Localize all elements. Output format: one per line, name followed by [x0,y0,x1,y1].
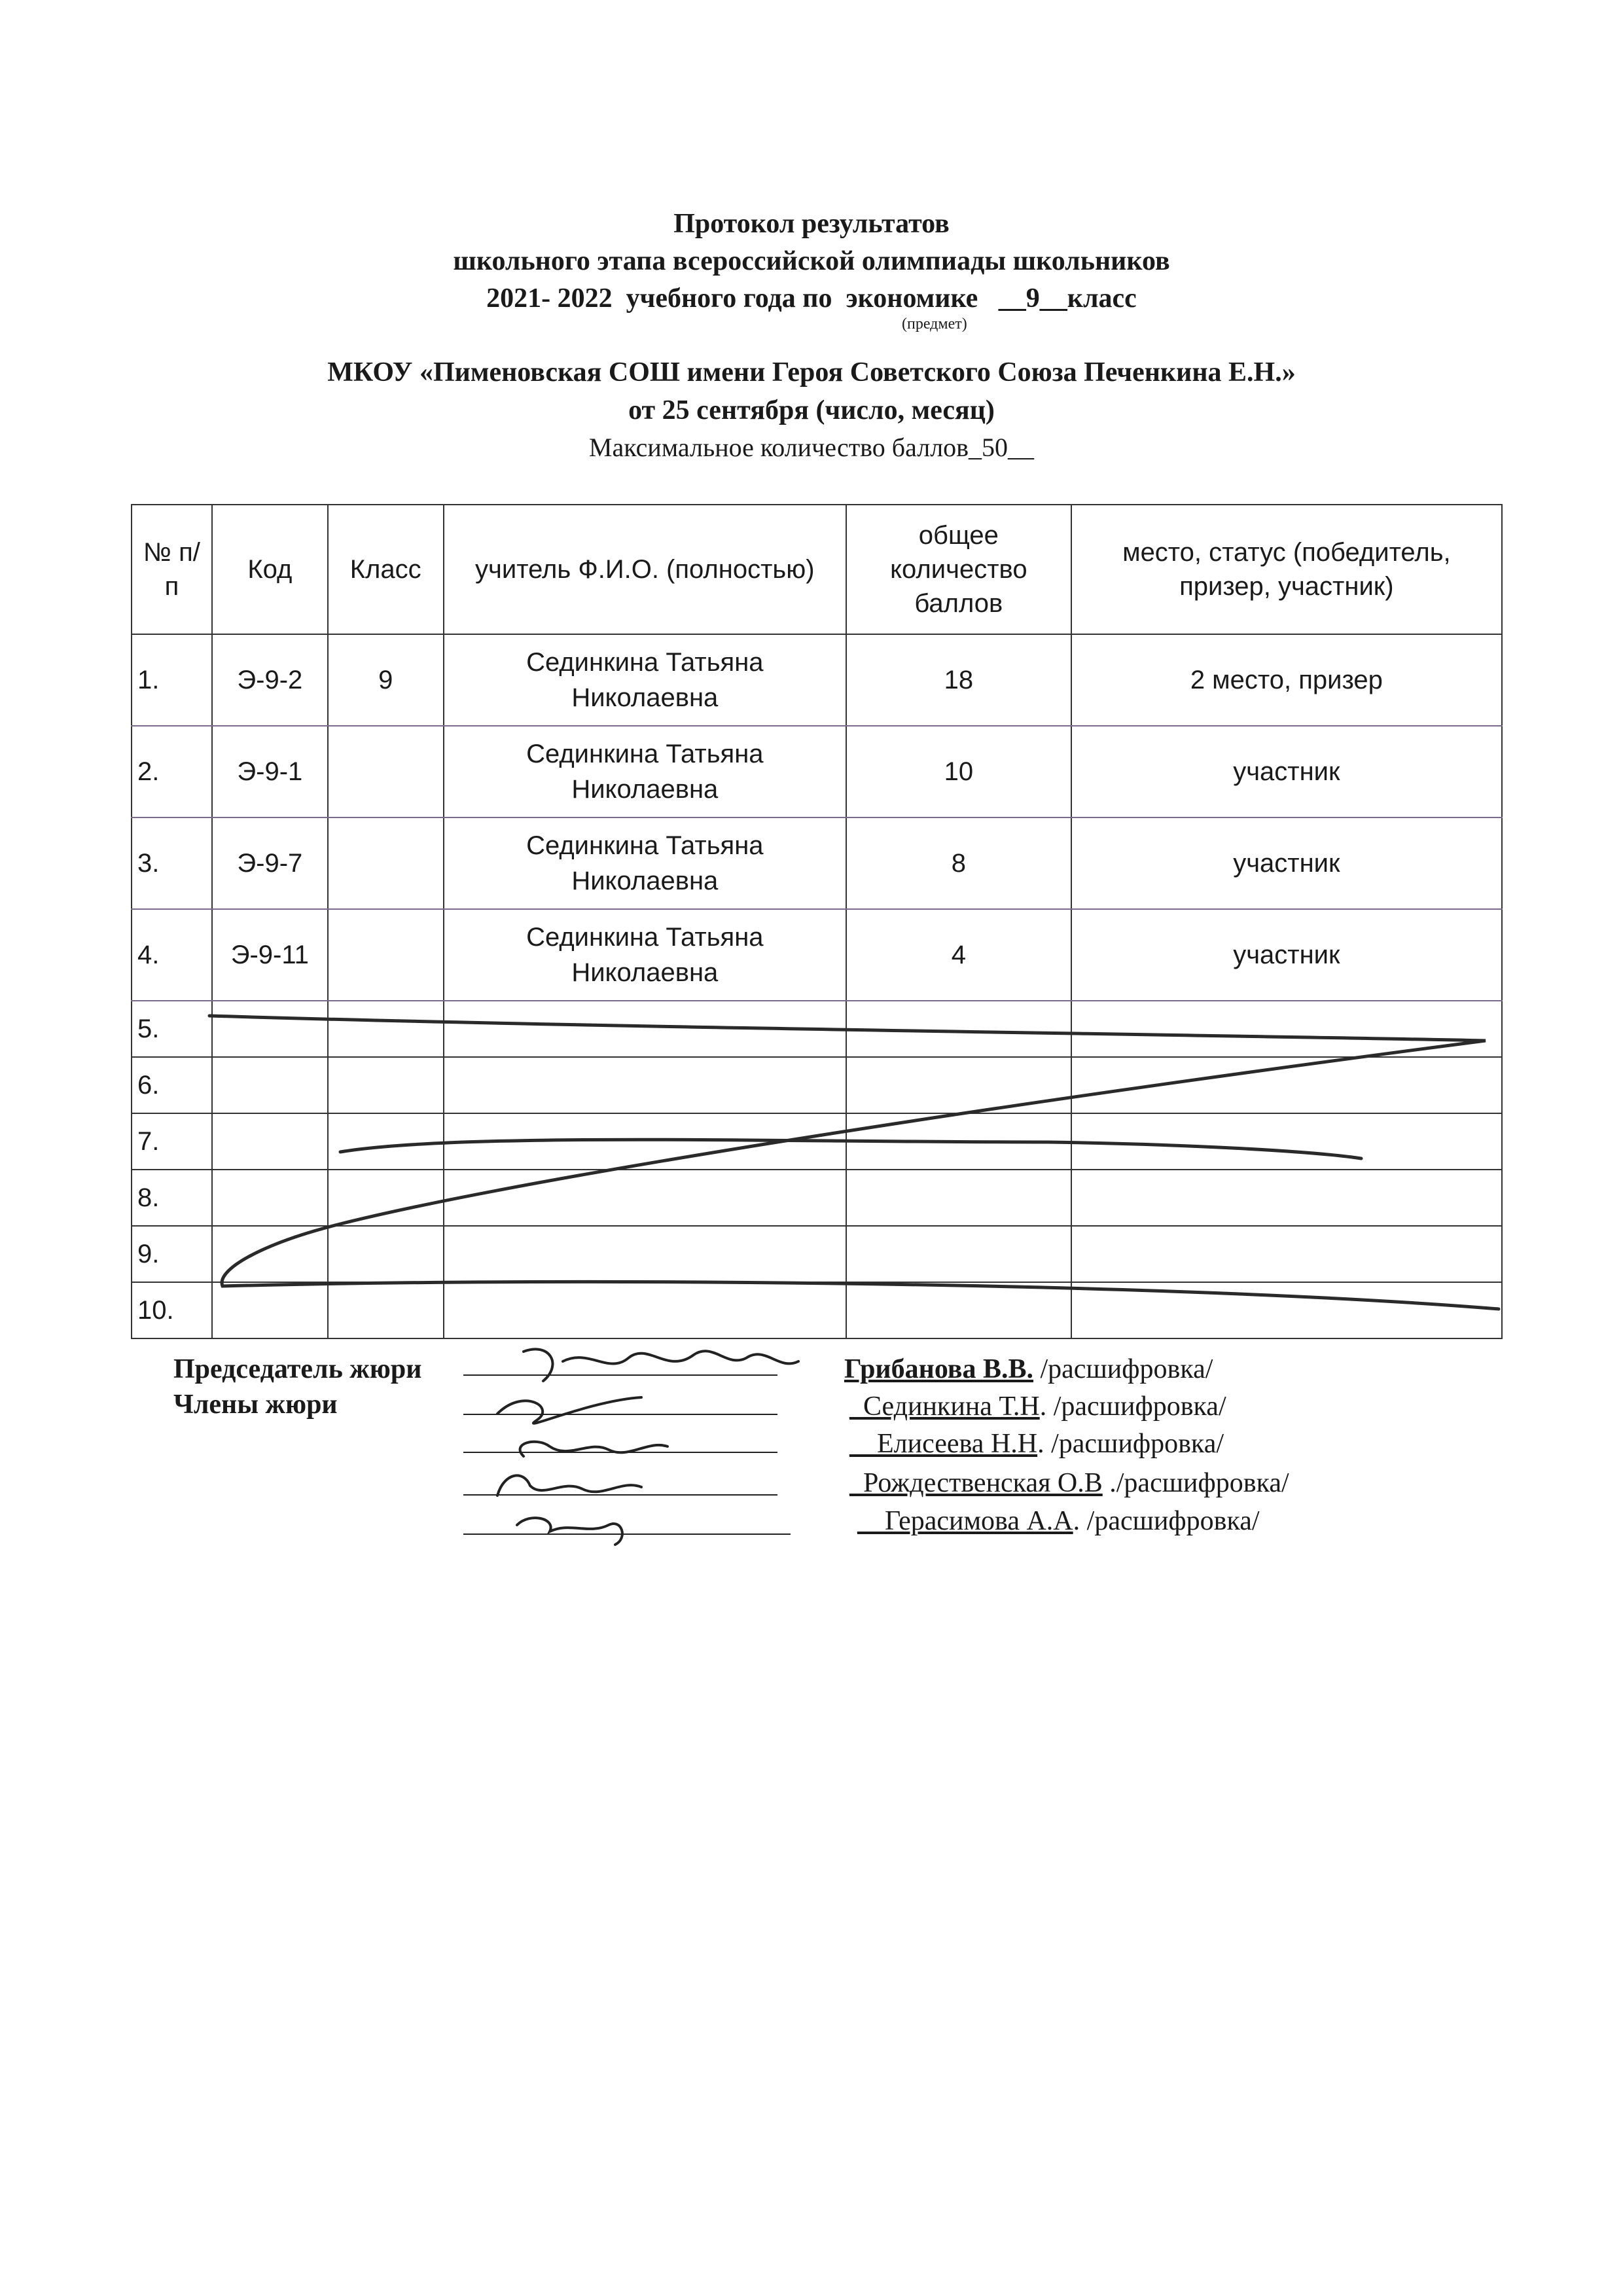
table-row [132,634,1502,726]
chair-signature-line [463,1374,777,1376]
member-name: __Елисеева Н.Н. /расшифровка/ [849,1429,1224,1459]
cell-code: Э-9-1 [212,726,328,817]
school-name: МКОУ «Пименовская СОШ имени Героя Советского Союза Печенкина Е.Н.» [327,357,1296,387]
signature-member-2 [520,1442,668,1456]
cell-num: 1. [132,634,212,726]
cell-teacher: Сединкина Татьяна Николаевна [444,909,846,1001]
empty-row [132,1226,1502,1282]
cell-score: 8 [846,817,1071,909]
cell-num: 10. [132,1282,212,1338]
cell-status: участник [1071,909,1502,1001]
cell-teacher: Сединкина Татьяна Николаевна [444,817,846,909]
signature-member-1 [497,1397,641,1424]
cell-code: Э-9-7 [212,817,328,909]
cell-num: 9. [132,1226,212,1282]
header-teacher: учитель Ф.И.О. (полностью) [444,505,846,634]
signature-chair [524,1349,798,1381]
header-code: Код [212,505,328,634]
cell-score: 18 [846,634,1071,726]
header-status: место, статус (победитель, призер, участник) [1071,505,1502,634]
chair-name: Грибанова В.В. /расшифровка/ [844,1354,1213,1384]
cell-teacher: Сединкина Татьяна Николаевна [444,634,846,726]
results-table [131,504,1503,1339]
cell-code: Э-9-2 [212,634,328,726]
year-subject-line: 2021- 2022 учебного года по экономике __9__класс [486,283,1137,314]
member-name: _Рождественская О.В ./расшифровка/ [849,1468,1289,1498]
members-label: Члены жюри [173,1390,338,1420]
signature-member-4 [517,1518,622,1545]
cell-status: участник [1071,817,1502,909]
cell-code: Э-9-11 [212,909,328,1001]
max-score-line: Максимальное количество баллов_50__ [588,433,1035,462]
cell-num: 3. [132,817,212,909]
cell-num: 7. [132,1113,212,1170]
cell-status: 2 место, призер [1071,634,1502,726]
document-subtitle: школьного этапа всероссийской олимпиады школьников [453,246,1170,276]
cell-num: 8. [132,1170,212,1226]
cell-num: 6. [132,1057,212,1113]
cell-num: 5. [132,1001,212,1057]
cell-class [328,817,444,909]
table-row [132,909,1502,1001]
table-row [132,726,1502,817]
empty-row [132,1282,1502,1338]
empty-row [132,1001,1502,1057]
cell-class: 9 [328,634,444,726]
chair-label: Председатель жюри [173,1354,422,1384]
cell-teacher: Сединкина Татьяна Николаевна [444,726,846,817]
date-line: от 25 сентября (число, месяц) [628,395,995,425]
member-signature-line [463,1534,791,1535]
member-signature-line [463,1494,777,1496]
header-class: Класс [328,505,444,634]
empty-row [132,1170,1502,1226]
cell-score: 4 [846,909,1071,1001]
member-name: _Сединкина Т.Н. /расшифровка/ [849,1391,1226,1422]
cell-score: 10 [846,726,1071,817]
document-title: Протокол результатов [673,209,950,239]
table-row [132,817,1502,909]
cell-class [328,726,444,817]
subject-note: (предмет) [902,315,967,332]
cell-num: 2. [132,726,212,817]
header-score: общее количество баллов [846,505,1071,634]
cell-num: 4. [132,909,212,1001]
cell-class [328,909,444,1001]
member-name: __Герасимова А.А. /расшифровка/ [857,1506,1260,1536]
member-signature-line [463,1452,777,1453]
cell-status: участник [1071,726,1502,817]
empty-row [132,1057,1502,1113]
table-header-row [132,505,1502,634]
header-num: № п/п [132,505,212,634]
signature-member-3 [497,1475,641,1496]
member-signature-line [463,1414,777,1415]
empty-row [132,1113,1502,1170]
